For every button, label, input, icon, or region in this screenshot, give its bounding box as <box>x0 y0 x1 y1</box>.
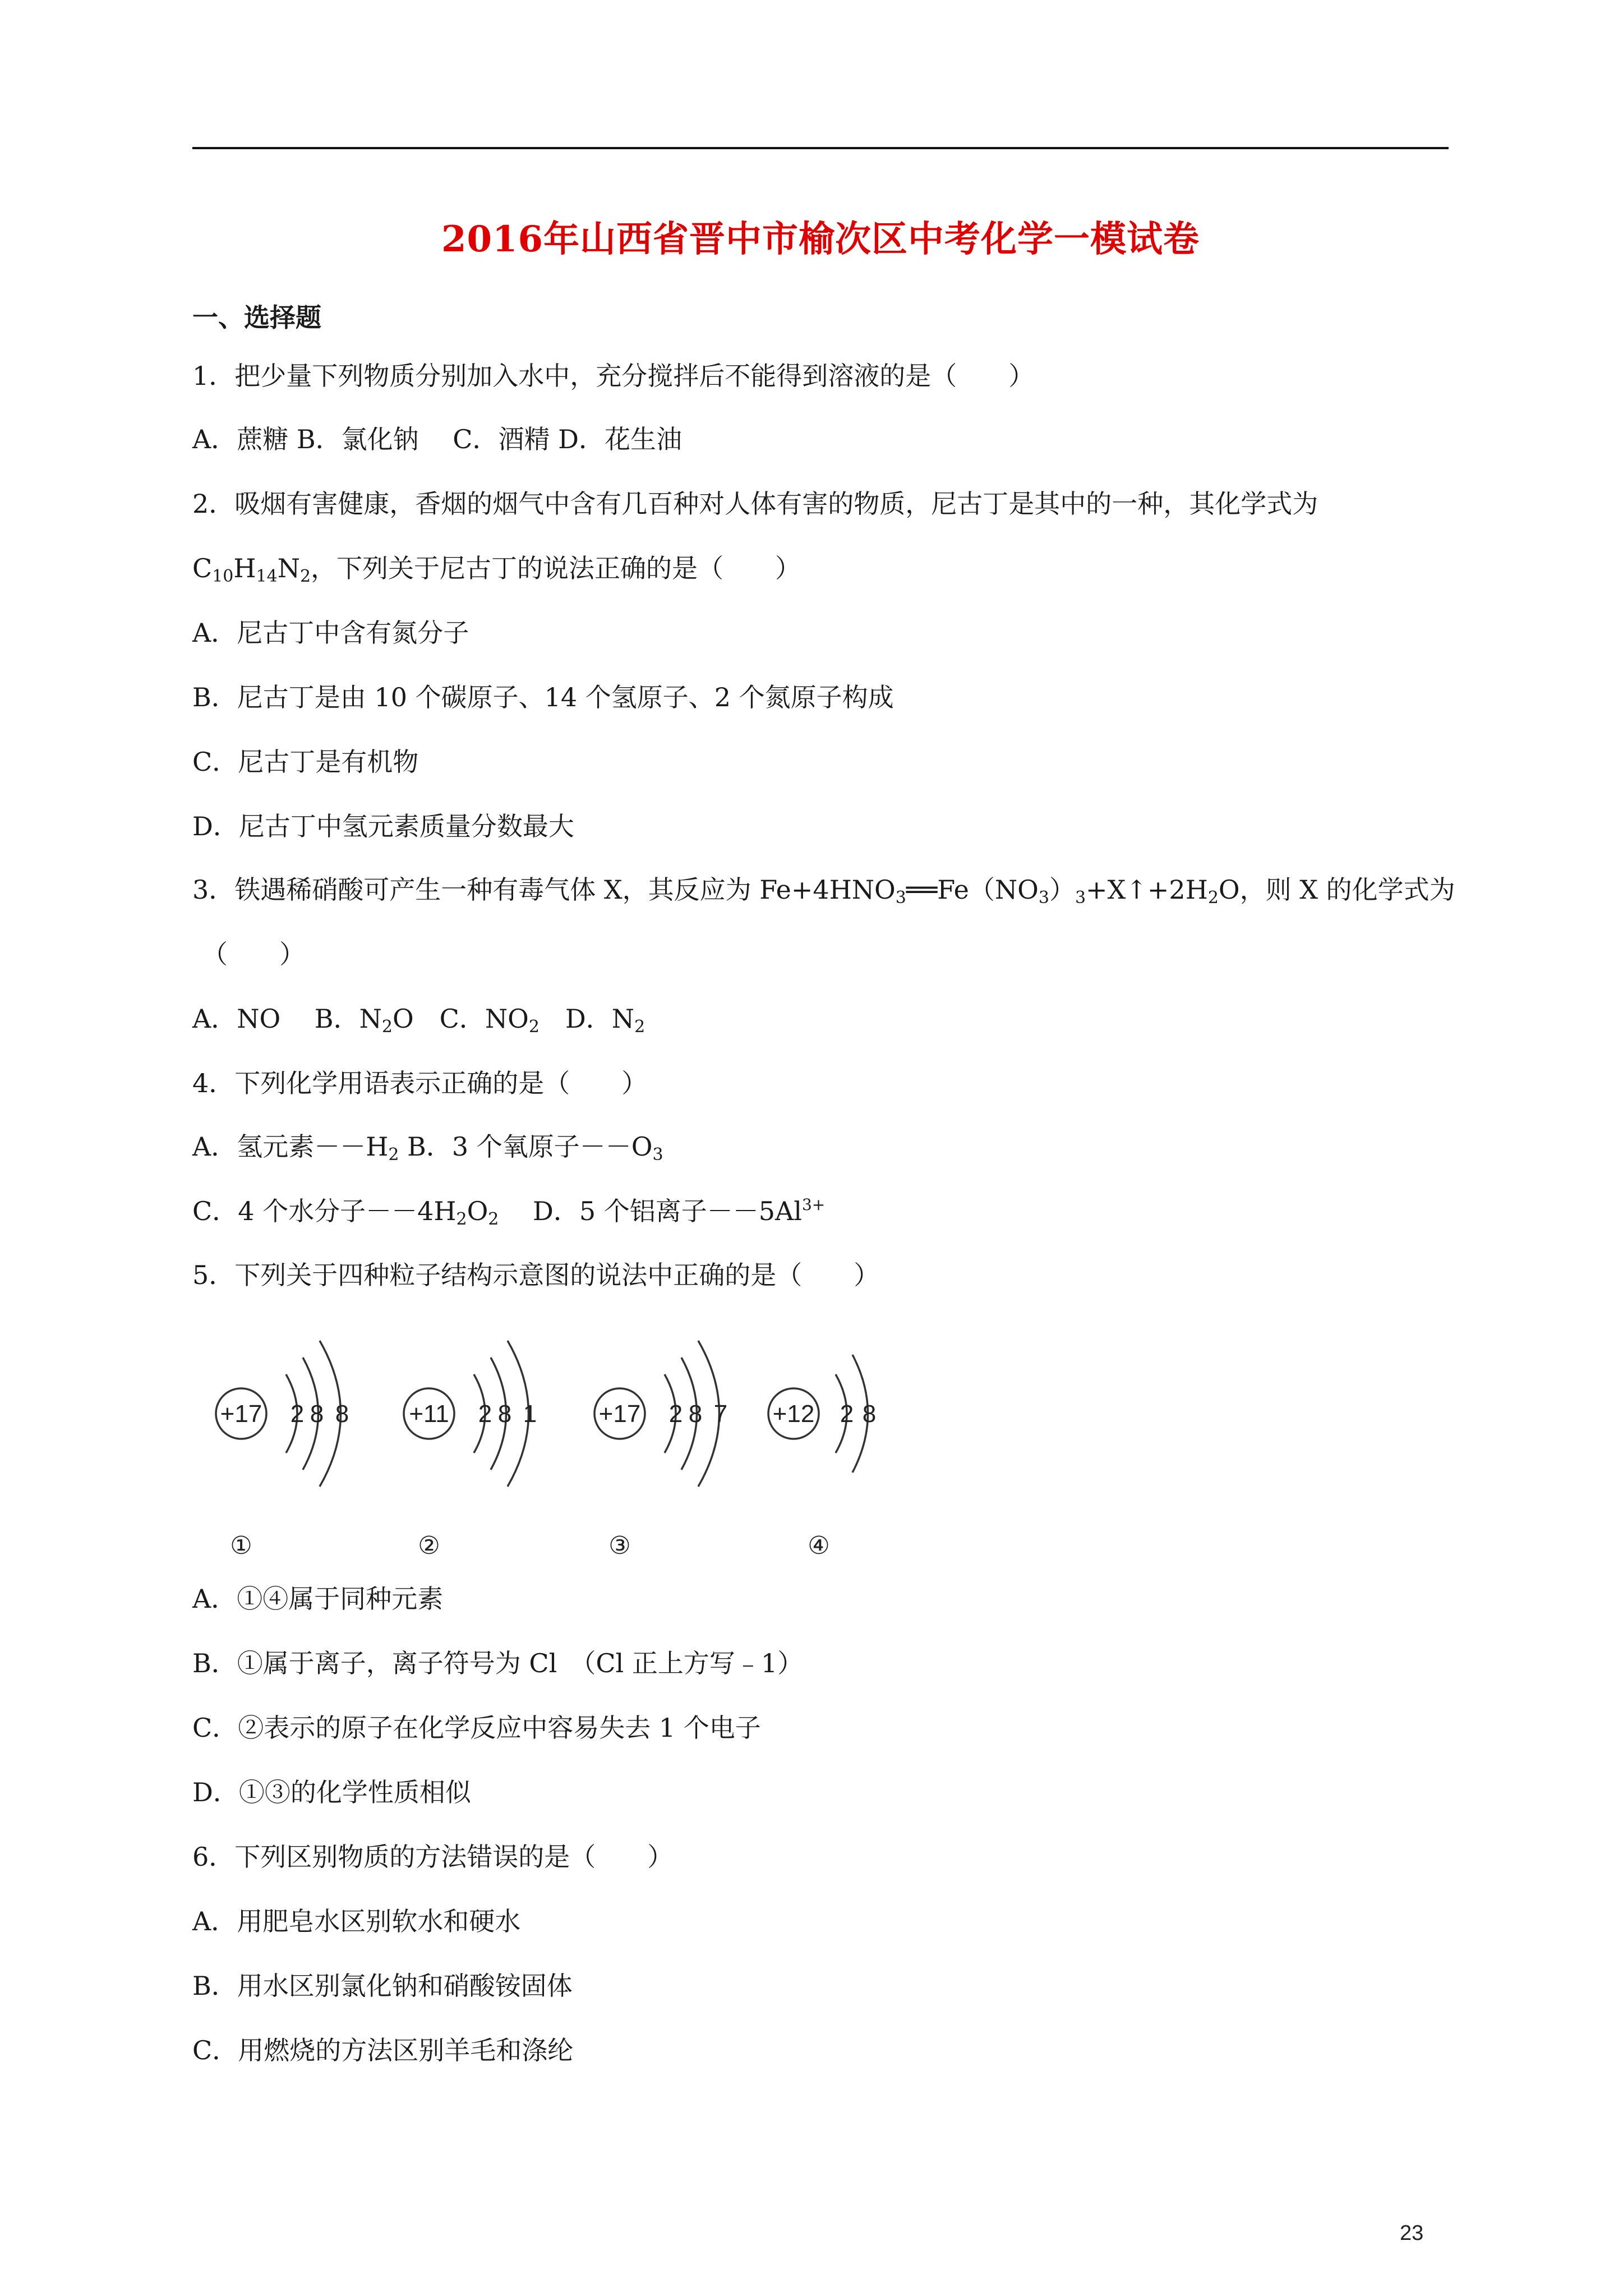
q4-options-cd <box>192 1194 825 1228</box>
q4-options-ab <box>192 1130 663 1163</box>
q2-formula-h-count: 14 <box>256 567 278 586</box>
q6-option-c: C．用燃烧的方法区别羊毛和涤纶 <box>192 2035 574 2065</box>
atom-4-label: ④ <box>808 1532 830 1559</box>
q4-stem: 4．下列化学用语表示正确的是（ ） <box>192 1068 648 1098</box>
atom-1-core: +17 <box>220 1400 262 1428</box>
q3-stem <box>192 873 1455 907</box>
q3-sub: 2 <box>1207 888 1219 908</box>
q3-options <box>192 1002 645 1036</box>
q3-sub: 2 <box>634 1017 645 1037</box>
atom-1-shell-3: 8 <box>335 1400 349 1428</box>
q1-options: A．蔗糖 B．氯化钠 C．酒精 D．花生油 <box>192 424 682 454</box>
q2-formula-c: C <box>192 553 213 583</box>
q6-option-b: B．用水区别氯化钠和硝酸铵固体 <box>192 1971 573 2001</box>
q3-sub: 3 <box>1038 888 1049 908</box>
q2-stem: 2．吸烟有害健康，香烟的烟气中含有几百种对人体有害的物质，尼古丁是其中的一种，其化学式为 <box>192 489 1318 519</box>
q3-sub: 2 <box>381 1017 393 1037</box>
q2-option-a: A．尼古丁中含有氮分子 <box>192 618 469 648</box>
q2-formula-line <box>192 551 801 585</box>
atom-3-shell-1: 2 <box>668 1400 683 1428</box>
particle-structure-diagrams <box>202 1329 886 1565</box>
q4-option-part: A．氢元素－－H <box>192 1131 389 1162</box>
q2-formula-h: H <box>233 553 256 583</box>
q2-option-b: B．尼古丁是由 10 个碳原子、14 个氢原子、2 个氮原子构成 <box>192 682 894 712</box>
q3-sub: 3 <box>1075 888 1086 908</box>
q4-sub: 2 <box>488 1209 499 1229</box>
page-number: 23 <box>1400 2221 1424 2245</box>
q5-option-c: C．②表示的原子在化学反应中容易失去 1 个电子 <box>192 1713 761 1743</box>
q4-option-part: D．5 个铝离子－－5Al <box>499 1196 802 1226</box>
atom-4-core: +12 <box>772 1400 815 1428</box>
atom-2-shell-1: 2 <box>478 1400 492 1428</box>
q4-option-part: C．4 个水分子－－4H <box>192 1196 457 1226</box>
q3-sub: 2 <box>528 1017 540 1037</box>
atom-1-shell-1: 2 <box>290 1400 305 1428</box>
q3-stem-part: ） <box>1049 875 1075 905</box>
q2-formula-n-count: 2 <box>299 567 311 586</box>
atom-1-label: ① <box>230 1532 252 1559</box>
atom-3-label: ③ <box>608 1532 631 1559</box>
q5-option-d: D．①③的化学性质相似 <box>192 1777 471 1807</box>
q3-option-part: O C．NO <box>392 1004 529 1034</box>
atom-4-shell-2: 8 <box>862 1400 877 1428</box>
atom-4-shell-1: 2 <box>840 1400 854 1428</box>
q1-stem: 1．把少量下列物质分别加入水中，充分搅拌后不能得到溶液的是（ ） <box>192 361 1035 391</box>
q3-stem-part: 3．铁遇稀硝酸可产生一种有毒气体 X，其反应为 Fe+4HNO <box>192 875 896 905</box>
q3-answer-paren: （ ） <box>202 939 305 969</box>
q2-option-c: C．尼古丁是有机物 <box>192 747 419 777</box>
atom-3-core: +17 <box>598 1400 641 1428</box>
atom-3-shell-3: 7 <box>713 1400 728 1428</box>
q3-stem-part: O，则 X 的化学式为 <box>1218 875 1455 905</box>
q4-option-part: O <box>467 1196 488 1226</box>
q3-option-part: A．NO B．N <box>192 1004 382 1034</box>
q5-option-a: A．①④属于同种元素 <box>192 1584 444 1614</box>
q4-sub: 2 <box>456 1209 467 1229</box>
q5-stem: 5．下列关于四种粒子结构示意图的说法中正确的是（ ） <box>192 1260 880 1290</box>
atom-3-shell-2: 8 <box>688 1400 703 1428</box>
q4-sub: 3 <box>652 1145 663 1165</box>
atom-2-shell-3: 1 <box>523 1400 537 1428</box>
q6-stem: 6．下列区别物质的方法错误的是（ ） <box>192 1842 674 1872</box>
atom-2-label: ② <box>418 1532 440 1559</box>
page-title: 2016年山西省晋中市榆次区中考化学一模试卷 <box>441 218 1200 260</box>
q4-sub: 2 <box>388 1145 399 1165</box>
atom-2-core: +11 <box>409 1400 449 1428</box>
q5-option-b: B．①属于离子，离子符号为 Cl （Cl 正上方写﹣1） <box>192 1648 804 1678</box>
atom-1-shell-2: 8 <box>310 1400 324 1428</box>
q6-option-a: A．用肥皂水区别软水和硬水 <box>192 1906 521 1936</box>
atom-2-shell-2: 8 <box>497 1400 512 1428</box>
q2-option-d: D．尼古丁中氢元素质量分数最大 <box>192 811 574 841</box>
q4-charge: 3+ <box>801 1195 826 1214</box>
q2-formula-n: N <box>277 553 300 583</box>
section-heading: 一、选择题 <box>192 302 321 333</box>
q4-option-part: B．3 个氧原子－－O <box>399 1131 653 1162</box>
q3-option-part: D．N <box>539 1004 635 1034</box>
q2-stem-tail: ，下列关于尼古丁的说法正确的是（ ） <box>311 553 801 583</box>
q3-stem-part: ══Fe（NO <box>906 875 1039 905</box>
q3-stem-part: +X↑+2H <box>1086 875 1208 905</box>
q2-formula-c-count: 10 <box>212 567 234 586</box>
q3-sub: 3 <box>895 888 906 908</box>
header-rule <box>192 147 1449 149</box>
